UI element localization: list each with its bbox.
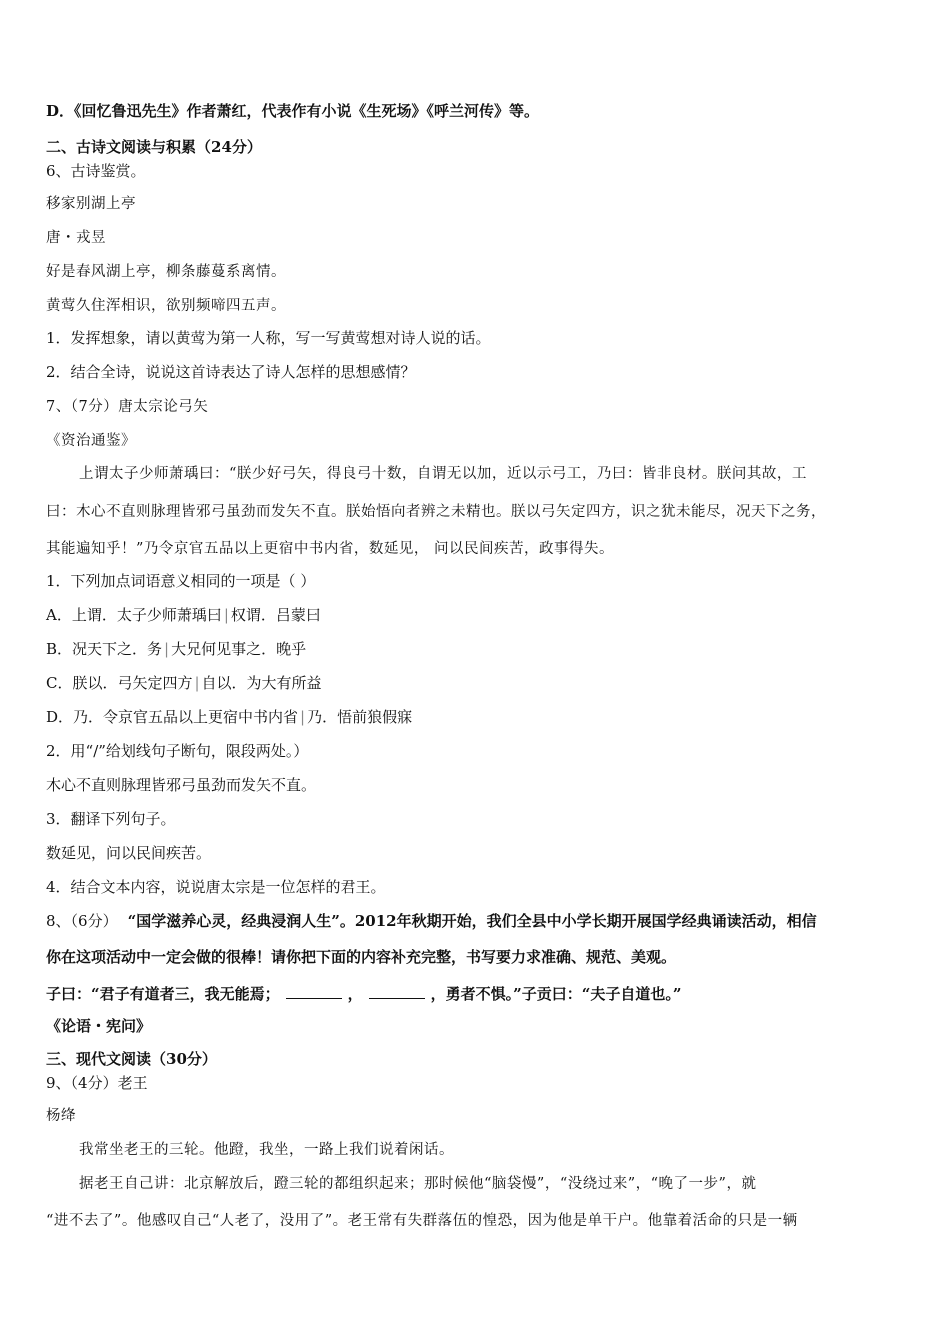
q7-passage-line-2: 曰：木心不直则脉理皆邪弓虽劲而发矢不直。朕始悟向者辨之未精也。朕以弓矢定四方，识之犹未能尽，况天下之务， [46,504,826,520]
q7-subquestion-3: 3．翻译下列句子。 [46,810,176,828]
q7-subquestion-2: 2．用“/”给划线句子断句，限段两处。） [46,742,309,760]
q8-line-3 [46,982,682,1004]
option-separator: | [164,640,170,658]
answer-blank-2[interactable] [369,982,425,999]
q9-heading: 9、（4分）老王 [46,1074,148,1092]
option-a-left: A．上谓．太子少师萧瑀曰 [46,606,222,624]
q7-passage-line-1: 上谓太子少师萧瑀曰：“朕少好弓矢，得良弓十数，自谓无以加，近以示弓工，乃曰：皆非良材。朕问其故，工 [79,466,807,482]
q8-line-1 [46,911,817,931]
q7-subquestion-2-text: 木心不直则脉理皆邪弓虽劲而发矢不直。 [46,776,317,794]
q7-subquestion-1: 1．下列加点词语意义相同的一项是（ ） [46,572,316,590]
q7-option-a [46,605,321,625]
q7-subquestion-3-text: 数延见，问以民间疾苦。 [46,844,212,862]
option-b-left: B．况天下之．务 [46,640,163,658]
q8-quote-mid: ， [347,985,363,1003]
section-3-title: 三、现代文阅读（30分） [46,1050,217,1068]
q6-heading: 6、古诗鉴赏。 [46,162,146,180]
option-d-right: 乃．悟前狼假寐 [307,708,413,726]
q6-subquestion-1: 1．发挥想象，请以黄莺为第一人称，写一写黄莺想对诗人说的话。 [46,329,491,347]
q9-paragraph-1: 我常坐老王的三轮。他蹬，我坐，一路上我们说着闲话。 [79,1142,454,1158]
poem-line-1: 好是春风湖上亭，柳条藤蔓系离情。 [46,264,286,280]
q8-heading: 8、（6分） [46,912,118,930]
option-separator: | [223,606,229,624]
q7-option-c [46,673,322,693]
option-separator: | [194,674,200,692]
option-d-left: D．乃．令京官五品以上更宿中书内省 [46,708,299,726]
option-c-right: 自以．为大有所益 [201,674,322,692]
q7-subquestion-4: 4．结合文本内容，说说唐太宗是一位怎样的君王。 [46,878,386,896]
q6-subquestion-2: 2．结合全诗，说说这首诗表达了诗人怎样的思想感情？ [46,363,416,381]
option-d-text: D．《回忆鲁迅先生》作者萧红，代表作有小说《生死场》《呼兰河传》等。 [46,102,540,120]
q7-passage-line-3: 其能遍知乎！”乃令京官五品以上更宿中书内省，数延见， 问以民间疾苦，政事得失。 [46,541,615,557]
poem-author: 唐・戎昱 [46,230,106,246]
q8-quote-start: 子曰：“君子有道者三，我无能焉； [46,985,280,1003]
q7-option-b [46,639,306,659]
answer-blank-1[interactable] [286,982,342,999]
q9-paragraph-2-line-2: “进不去了”。他感叹自己“人老了，没用了”。老王常有失群落伍的惶恐，因为他是单干户。他靠着活命的只是一辆 [46,1213,798,1229]
q8-line-2: 你在这项活动中一定会做的很棒！请你把下面的内容补充完整，书写要力求准确、规范、美观。 [46,948,677,966]
q8-source: 《论语・宪问》 [46,1017,152,1035]
section-2-title: 二、古诗文阅读与积累（24分） [46,138,262,156]
option-a-right: 权谓．吕蒙曰 [230,606,321,624]
poem-title: 移家别湖上亭 [46,196,136,212]
q8-intro: “国学滋养心灵，经典浸润人生”。2012年秋期开始，我们全县中小学长期开展国学经典诵读活动，相信 [127,912,817,930]
option-separator: | [300,708,306,726]
q9-paragraph-2-line-1: 据老王自己讲：北京解放后，蹬三轮的都组织起来；那时候他“脑袋慢”，“没绕过来”，“晚了一步”，就 [79,1176,757,1192]
q7-heading: 7、（7分）唐太宗论弓矢 [46,399,209,415]
option-b-right: 大兄何见事之．晚乎 [171,640,307,658]
option-c-left: C．朕以．弓矢定四方 [46,674,193,692]
q8-quote-end: ，勇者不惧。”子贡曰：“夫子自道也。” [430,985,682,1003]
q7-option-d [46,707,412,727]
q9-author: 杨绛 [46,1108,76,1124]
q7-source: 《资治通鉴》 [46,433,136,449]
poem-line-2: 黄莺久住浑相识，欲别频啼四五声。 [46,298,286,314]
